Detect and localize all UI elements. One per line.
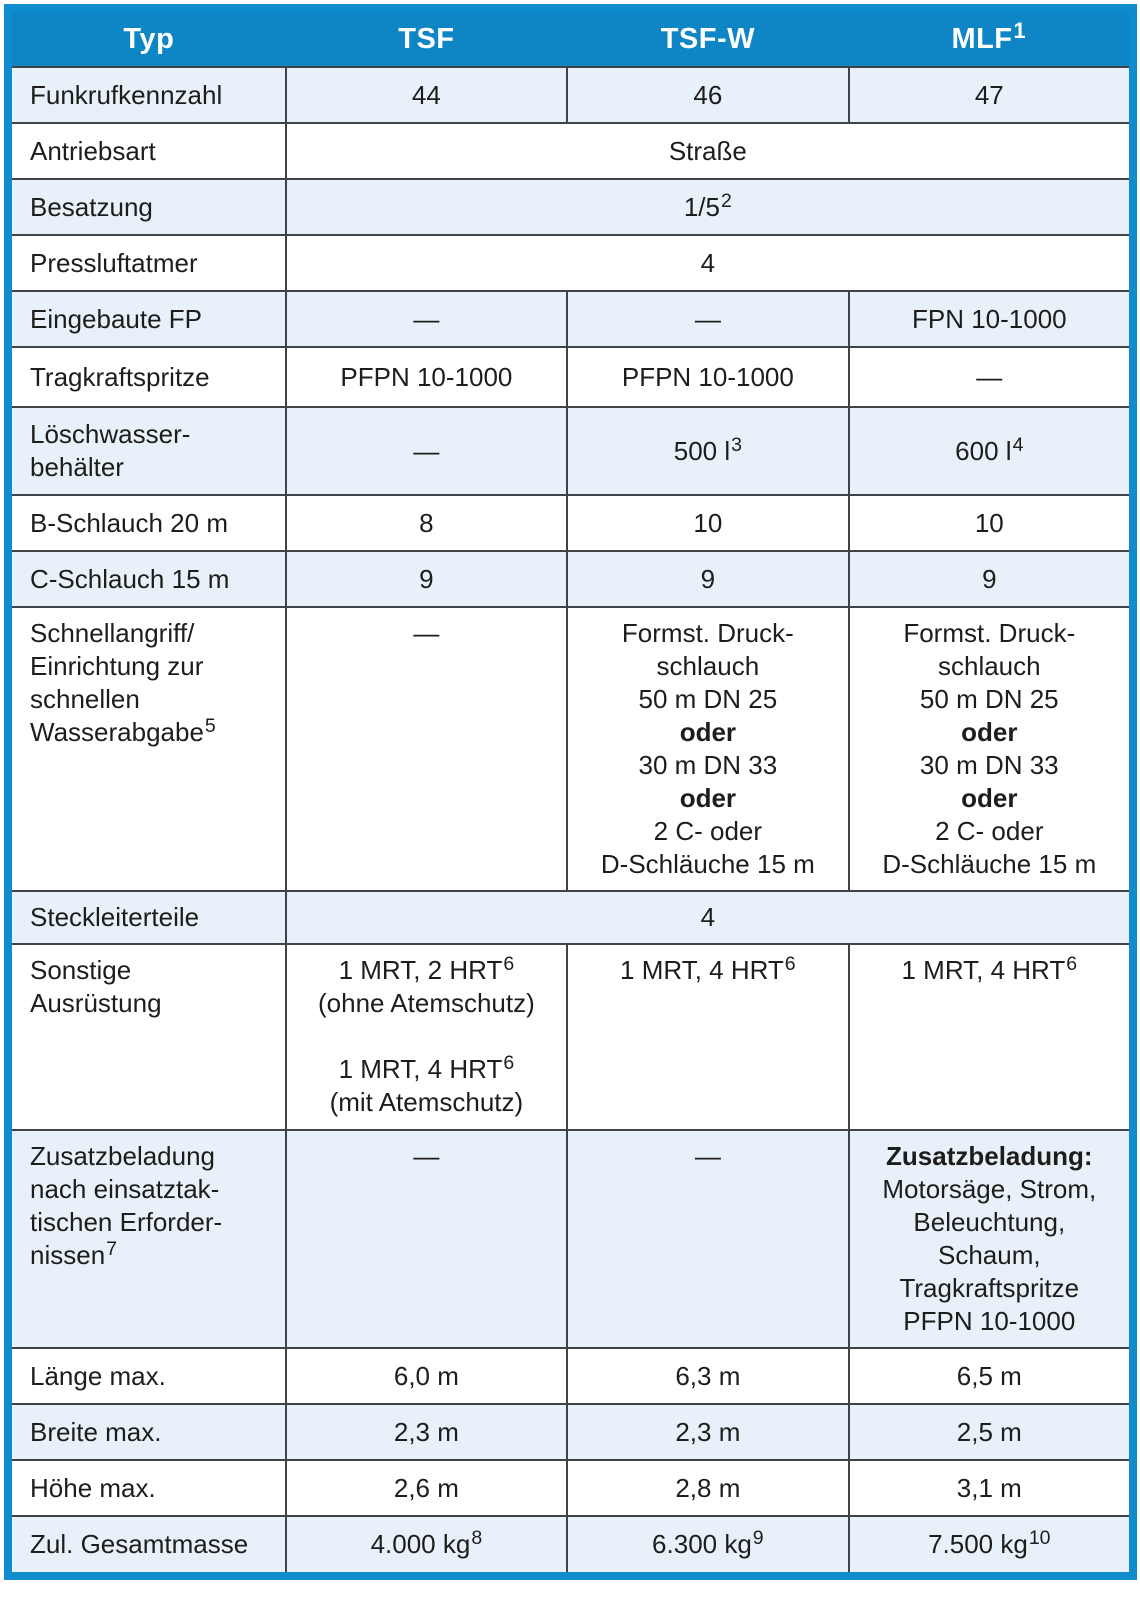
cell-line — [30, 650, 273, 683]
table-row-breite-max — [12, 1404, 1129, 1460]
cell-line — [576, 303, 839, 336]
cell-text: 7.500 kg — [928, 1529, 1028, 1559]
cell-line — [858, 1206, 1121, 1239]
cell-text: FPN 10-1000 — [911, 303, 1067, 334]
cell-text: Funkrufkennzahl — [30, 79, 223, 110]
table-row-schnellangriff — [12, 607, 1129, 891]
cell-line — [30, 361, 273, 394]
cell-text: Tragkraftspritze — [30, 361, 210, 392]
row-label — [12, 291, 286, 347]
cell-text: (ohne Atemschutz) — [318, 988, 535, 1018]
cell-line — [576, 435, 839, 468]
cell-line — [858, 954, 1121, 987]
cell-line — [30, 135, 273, 168]
cell-text: 2,3 m — [393, 1416, 459, 1447]
cell-text: 46 — [693, 79, 723, 110]
cell-text: nissen — [30, 1240, 106, 1270]
cell-text: Motorsäge, Strom, — [882, 1174, 1097, 1204]
cell-line — [858, 1416, 1121, 1449]
cell-line — [295, 1140, 558, 1173]
cell-line — [30, 191, 273, 224]
cell-line — [30, 1360, 273, 1393]
cell-text: schlauch — [656, 651, 760, 681]
cell-tsf — [286, 607, 567, 891]
table-row-b-schlauch-20m — [12, 495, 1129, 551]
table-row-tragkraftspritze — [12, 347, 1129, 407]
cell-text: nach einsatztak- — [30, 1174, 220, 1204]
table-row-besatzung — [12, 179, 1129, 235]
cell-text: 2,5 m — [956, 1416, 1022, 1447]
cell-text: 10 — [974, 507, 1004, 538]
cell-text: Sonstige — [30, 955, 132, 985]
cell-text: 1 MRT, 4 HRT — [901, 955, 1066, 985]
cell-line — [295, 901, 1121, 934]
footnote-ref: 5 — [204, 715, 216, 738]
cell-tsf-w — [567, 1348, 848, 1404]
cell-text: — — [413, 618, 440, 648]
row-label — [12, 1404, 286, 1460]
cell-text: Einrichtung zur — [30, 651, 204, 681]
cell-text: 10 — [693, 507, 723, 538]
footnote-ref: 3 — [731, 433, 742, 456]
cell-line — [295, 303, 558, 336]
cell-line — [858, 749, 1121, 782]
footnote-ref: 4 — [1012, 433, 1024, 456]
cell-text: PFPN 10-1000 — [903, 1306, 1076, 1336]
cell-tsf — [286, 407, 567, 495]
cell-line — [576, 507, 839, 540]
cell-line — [30, 901, 273, 934]
table-row-zul-gesamtmasse — [12, 1516, 1129, 1572]
cell-text: schlauch — [937, 651, 1041, 681]
cell-line — [295, 135, 1121, 168]
row-label — [12, 123, 286, 179]
cell-text: 2,6 m — [393, 1472, 459, 1503]
cell-tsf-w — [567, 944, 848, 1130]
cell-line — [576, 1140, 839, 1173]
cell-text: oder — [679, 783, 737, 813]
cell-text: C-Schlauch 15 m — [30, 563, 230, 594]
cell-text: 600 l — [955, 435, 1012, 466]
row-label — [12, 551, 286, 607]
cell-line — [295, 191, 1121, 224]
cell-tsf-w — [567, 607, 848, 891]
cell-text: — — [976, 361, 1003, 392]
table-row-sonstige-ausruestung — [12, 944, 1129, 1130]
cell-mlf — [849, 407, 1129, 495]
cell-line — [30, 563, 273, 596]
cell-mlf — [849, 1460, 1129, 1516]
cell-text: 1 MRT, 4 HRT — [338, 1054, 503, 1084]
cell-line — [858, 815, 1121, 848]
table-row-antriebsart — [12, 123, 1129, 179]
cell-line — [858, 1472, 1121, 1505]
table-row-zusatzbeladung — [12, 1130, 1129, 1348]
cell-text: 4 — [700, 902, 716, 932]
cell-tsf-w — [567, 551, 848, 607]
cell-text: 30 m DN 33 — [638, 750, 778, 780]
cell-line — [295, 435, 558, 468]
cell-text: 2,3 m — [675, 1416, 741, 1447]
cell-mlf — [849, 67, 1129, 123]
cell-text: Zul. Gesamtmasse — [30, 1529, 249, 1559]
cell-line — [858, 617, 1121, 650]
cell-text: 6,5 m — [956, 1360, 1022, 1391]
footnote-ref: 2 — [720, 189, 732, 212]
cell-line — [576, 1472, 839, 1505]
cell-tsf — [286, 67, 567, 123]
row-label — [12, 67, 286, 123]
cell-line — [576, 749, 839, 782]
cell-line — [30, 507, 273, 540]
cell-text: — — [694, 303, 721, 334]
row-label — [12, 407, 286, 495]
cell-mlf — [849, 495, 1129, 551]
cell-text: (mit Atemschutz) — [329, 1087, 524, 1117]
cell-line — [30, 1173, 273, 1206]
cell-shared-value — [286, 123, 1129, 179]
cell-text: — — [694, 1141, 721, 1171]
cell-line — [295, 617, 558, 650]
cell-line — [858, 1528, 1121, 1561]
cell-line — [295, 361, 558, 394]
cell-mlf — [849, 944, 1129, 1130]
cell-mlf — [849, 1348, 1129, 1404]
cell-line — [576, 1528, 839, 1561]
row-label — [12, 179, 286, 235]
footnote-ref: 10 — [1028, 1527, 1051, 1550]
cell-line — [30, 418, 273, 451]
cell-line — [576, 617, 839, 650]
cell-text: Schaum, — [937, 1240, 1041, 1270]
cell-text: 47 — [974, 79, 1004, 110]
cell-text: 1 MRT, 4 HRT — [620, 955, 784, 985]
cell-tsf-w — [567, 407, 848, 495]
table-row-pressluftatmer — [12, 235, 1129, 291]
cell-text: Breite max. — [30, 1416, 162, 1447]
cell-text: Höhe max. — [30, 1472, 156, 1503]
cell-line — [30, 954, 273, 987]
cell-tsf — [286, 1130, 567, 1348]
cell-text: Wasserabgabe — [30, 717, 204, 747]
cell-mlf — [849, 347, 1129, 407]
cell-text: 6,3 m — [675, 1360, 741, 1391]
cell-mlf — [849, 1404, 1129, 1460]
cell-text: 6,0 m — [393, 1360, 459, 1391]
header-cell-text: TSF-W — [660, 22, 756, 55]
cell-text: 9 — [982, 563, 997, 594]
header-cell-tsf — [286, 12, 567, 67]
cell-text: Pressluftatmer — [30, 247, 198, 278]
cell-text: Beleuchtung, — [913, 1207, 1066, 1237]
table-frame — [4, 4, 1137, 1580]
cell-text: — — [413, 435, 440, 466]
cell-text: 500 l — [673, 435, 731, 466]
cell-text: 30 m DN 33 — [919, 750, 1059, 780]
cell-text: 2 C- oder — [653, 816, 763, 846]
cell-text: Antriebsart — [30, 135, 156, 166]
cell-line — [858, 1272, 1121, 1305]
cell-line — [295, 507, 558, 540]
cell-text: 50 m DN 25 — [919, 684, 1059, 714]
cell-text: oder — [679, 717, 737, 747]
table-row-eingebaute-fp — [12, 291, 1129, 347]
cell-line — [576, 650, 839, 683]
cell-line — [576, 716, 839, 749]
cell-tsf — [286, 291, 567, 347]
cell-text: Zusatzbeladung — [30, 1141, 216, 1171]
cell-text: 1/5 — [683, 191, 720, 222]
cell-line — [576, 954, 839, 987]
row-label — [12, 607, 286, 891]
cell-line — [295, 1472, 558, 1505]
cell-text: behälter — [30, 452, 124, 482]
cell-text: D-Schläuche 15 m — [600, 849, 815, 879]
cell-line — [576, 848, 839, 881]
cell-line — [295, 1086, 558, 1119]
cell-line — [858, 563, 1121, 596]
cell-tsf-w — [567, 495, 848, 551]
cell-text: 44 — [411, 79, 441, 110]
cell-text: Länge max. — [30, 1360, 166, 1391]
cell-text: Zusatzbeladung: — [886, 1141, 1093, 1171]
cell-text: 8 — [419, 507, 434, 538]
cell-text: 3,1 m — [956, 1472, 1022, 1503]
cell-text: 9 — [700, 563, 716, 594]
cell-line — [295, 1360, 558, 1393]
cell-line — [30, 1528, 273, 1561]
cell-line — [576, 782, 839, 815]
cell-line — [30, 79, 273, 112]
cell-text: Eingebaute FP — [30, 303, 203, 334]
header-row — [12, 12, 1129, 67]
footnote-ref: 6 — [784, 953, 796, 976]
cell-tsf-w — [567, 1130, 848, 1348]
row-label — [12, 235, 286, 291]
cell-line — [30, 451, 273, 484]
cell-text: 4.000 kg — [370, 1529, 471, 1559]
header-cell-mlf — [849, 12, 1129, 67]
cell-line — [576, 79, 839, 112]
cell-text: Formst. Druck- — [903, 618, 1076, 648]
cell-line — [30, 1472, 273, 1505]
cell-text: oder — [961, 717, 1018, 747]
cell-tsf — [286, 1348, 567, 1404]
cell-text: Ausrüstung — [30, 988, 162, 1018]
cell-text: Straße — [668, 135, 747, 166]
cell-tsf-w — [567, 347, 848, 407]
cell-line — [858, 1173, 1121, 1206]
cell-line — [858, 1140, 1121, 1173]
table-row-laenge-max — [12, 1348, 1129, 1404]
cell-tsf — [286, 1460, 567, 1516]
row-label — [12, 891, 286, 944]
cell-mlf — [849, 551, 1129, 607]
cell-line — [30, 303, 273, 336]
cell-line — [30, 617, 273, 650]
cell-line — [858, 683, 1121, 716]
cell-mlf — [849, 607, 1129, 891]
cell-line — [858, 435, 1121, 468]
cell-tsf — [286, 1404, 567, 1460]
cell-text: 50 m DN 25 — [638, 684, 778, 714]
table-row-steckleiterteile — [12, 891, 1129, 944]
footnote-ref: 8 — [471, 1527, 483, 1550]
cell-line — [576, 1416, 839, 1449]
footnote-ref: 6 — [1066, 953, 1078, 976]
cell-line — [295, 954, 558, 987]
row-label — [12, 495, 286, 551]
vehicle-spec-table — [12, 12, 1129, 1572]
cell-tsf-w — [567, 1516, 848, 1572]
row-label — [12, 347, 286, 407]
cell-line — [295, 987, 558, 1020]
cell-mlf — [849, 291, 1129, 347]
cell-tsf — [286, 551, 567, 607]
cell-text: tischen Erforder- — [30, 1207, 223, 1237]
cell-line — [858, 1305, 1121, 1338]
cell-tsf — [286, 944, 567, 1130]
cell-line — [30, 247, 273, 280]
cell-text: schnellen — [30, 684, 140, 714]
table-row-c-schlauch-15m — [12, 551, 1129, 607]
cell-text: 2 C- oder — [935, 816, 1044, 846]
cell-text: oder — [961, 783, 1018, 813]
cell-text: Löschwasser- — [30, 419, 191, 449]
cell-line — [576, 1360, 839, 1393]
cell-text: 2,8 m — [675, 1472, 741, 1503]
footnote-ref: 7 — [106, 1238, 118, 1261]
cell-text: 9 — [419, 563, 434, 594]
header-cell-text: MLF — [951, 22, 1013, 55]
cell-line — [858, 303, 1121, 336]
cell-mlf — [849, 1130, 1129, 1348]
cell-text: 4 — [700, 247, 716, 278]
cell-text: 6.300 kg — [652, 1529, 752, 1559]
cell-text: Steckleiterteile — [30, 902, 200, 932]
row-label — [12, 1348, 286, 1404]
row-label — [12, 944, 286, 1130]
cell-line — [858, 507, 1121, 540]
cell-line — [576, 563, 839, 596]
header-cell-text: TSF — [398, 22, 455, 55]
cell-tsf-w — [567, 67, 848, 123]
cell-text: B-Schlauch 20 m — [30, 507, 228, 538]
cell-line — [295, 563, 558, 596]
cell-line — [858, 1360, 1121, 1393]
cell-shared-value — [286, 891, 1129, 944]
cell-text: — — [413, 1141, 440, 1171]
header-cell-text: Typ — [123, 22, 175, 55]
cell-text: 1 MRT, 2 HRT — [338, 955, 503, 985]
cell-line — [858, 782, 1121, 815]
cell-tsf — [286, 1516, 567, 1572]
cell-line — [858, 361, 1121, 394]
cell-tsf — [286, 495, 567, 551]
cell-text: Besatzung — [30, 191, 153, 222]
cell-tsf-w — [567, 291, 848, 347]
cell-line — [858, 650, 1121, 683]
cell-text: Tragkraftspritze — [899, 1273, 1080, 1303]
cell-tsf-w — [567, 1404, 848, 1460]
cell-text: — — [413, 303, 440, 334]
row-label — [12, 1460, 286, 1516]
cell-line — [30, 716, 273, 749]
cell-line — [576, 815, 839, 848]
cell-line — [858, 1239, 1121, 1272]
table-row-loeschwasserbehaelter — [12, 407, 1129, 495]
footnote-ref: 1 — [1013, 17, 1027, 43]
cell-shared-value — [286, 235, 1129, 291]
cell-line — [858, 79, 1121, 112]
cell-line — [576, 683, 839, 716]
cell-text: Formst. Druck- — [621, 618, 794, 648]
cell-text: PFPN 10-1000 — [621, 361, 794, 392]
cell-tsf — [286, 347, 567, 407]
cell-text: D-Schläuche 15 m — [882, 849, 1097, 879]
footnote-ref: 6 — [503, 1052, 515, 1075]
header-cell-tsf-w — [567, 12, 848, 67]
cell-line — [295, 79, 558, 112]
header-cell-typ — [12, 12, 286, 67]
cell-line — [576, 361, 839, 394]
cell-line — [30, 1239, 273, 1272]
cell-line — [30, 987, 273, 1020]
cell-line — [295, 1053, 558, 1086]
cell-text: PFPN 10-1000 — [340, 361, 513, 392]
cell-line — [30, 683, 273, 716]
cell-text: Schnellangriff/ — [30, 618, 195, 648]
cell-line — [295, 1528, 558, 1561]
cell-line — [858, 848, 1121, 881]
footnote-ref: 6 — [503, 953, 515, 976]
table-row-hoehe-max — [12, 1460, 1129, 1516]
cell-shared-value — [286, 179, 1129, 235]
cell-line — [295, 1416, 558, 1449]
cell-line — [858, 716, 1121, 749]
table-row-funkrufkennzahl — [12, 67, 1129, 123]
row-label — [12, 1516, 286, 1572]
cell-line — [295, 247, 1121, 280]
cell-mlf — [849, 1516, 1129, 1572]
cell-line — [30, 1140, 273, 1173]
row-label — [12, 1130, 286, 1348]
cell-line — [30, 1416, 273, 1449]
footnote-ref: 9 — [752, 1527, 764, 1550]
cell-line — [30, 1206, 273, 1239]
cell-tsf-w — [567, 1460, 848, 1516]
